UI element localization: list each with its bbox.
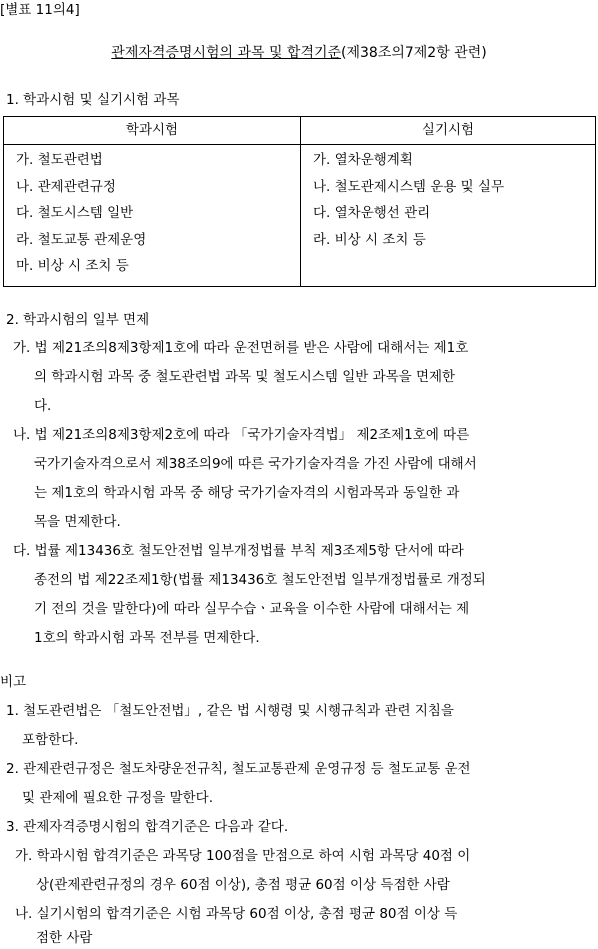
text-line: 의 학과시험 과목 중 철도관련법 과목 및 철도시스템 일반 과목을 면제한 [34,369,456,385]
list-item: 다. 열차운행선 관리 [313,205,431,221]
text-line: 다. [34,398,52,414]
written-exam-subjects [4,145,301,287]
list-item: 마. 비상 시 조치 등 [16,258,129,274]
text-line: 목을 면제한다. [34,514,121,530]
practical-exam-subjects [301,145,596,287]
subjects-table [3,116,596,287]
list-item: 라. 철도교통 관제운영 [16,231,147,248]
document-title [0,44,598,63]
list-item: 나. 철도관제시스템 운용 및 실무 [313,178,504,195]
text-line: 다. 법률 제13436호 철도안전법 일부개정법률 부칙 제3조제5항 단서에 따라 [13,543,464,559]
list-item: 가. 철도관련법 [16,152,103,168]
text-line: 나. 실기시험의 합격기준은 시험 과목당 60점 이상, 총점 평균 80점 이상 득 [15,906,458,922]
remarks-heading: 비고 [0,674,27,690]
text-line: 가. 법 제21조의8제3항제1호에 따라 운전면허를 받은 사람에 대해서는 제1호 [13,340,469,356]
title-main: 관제자격증명시험의 과목 및 합격기준 [111,45,342,61]
text-line: 가. 학과시험 합격기준은 과목당 100점을 만점으로 하여 시험 과목당 40점 이 [15,848,471,864]
text-line: 및 관제에 필요한 규정을 말한다. [22,790,213,806]
title-reference: (제38조의7제2항 관련) [341,45,487,61]
text-line: 포함한다. [22,732,79,748]
section2-heading: 2. 학과시험의 일부 면제 [6,312,150,328]
list-item: 나. 관제관련규정 [16,178,116,195]
section1-heading: 1. 학과시험 및 실기시험 과목 [6,92,180,108]
text-line: 점한 사람 [36,930,93,946]
text-line: 는 제1호의 학과시험 과목 중 해당 국가기술자격의 시험과목과 동일한 과 [34,485,460,501]
text-line: 기 전의 것을 말한다)에 따라 실무수습ㆍ교육을 이수한 사람에 대해서는 제 [34,601,470,617]
header-practical-exam: 실기시험 [301,117,596,145]
text-line: 1. 철도관련법은 「철도안전법」, 같은 법 시행령 및 시행규칙과 관련 지침을 [6,703,454,719]
list-item: 다. 철도시스템 일반 [16,205,134,221]
list-item: 가. 열차운행계획 [313,152,413,168]
text-line: 2. 관제관련규정은 철도차량운전규칙, 철도교통관제 운영규정 등 철도교통 운전 [6,761,471,777]
text-line: 종전의 법 제22조제1항(법률 제13436호 철도안전법 일부개정법률로 개정되 [34,572,486,588]
table-header-row [4,117,596,145]
text-line: 1호의 학과시험 과목 전부를 면제한다. [34,630,260,646]
text-line: 3. 관제자격증명시험의 합격기준은 다음과 같다. [6,819,289,835]
header-written-exam: 학과시험 [4,117,301,145]
text-line: 나. 법 제21조의8제3항제2호에 따라 「국가기술자격법」 제2조제1호에 따른 [13,427,470,443]
text-line: 국가기술자격으로서 제38조의9에 따른 국가기술자격을 가진 사람에 대해서 [34,456,477,472]
list-item: 라. 비상 시 조치 등 [313,231,426,248]
text-line: 상(관제관련규정의 경우 60점 이상), 총점 평균 60점 이상 득점한 사람 [36,877,450,893]
table-body-row [4,145,596,287]
appendix-label: [별표 11의4] [0,2,80,18]
